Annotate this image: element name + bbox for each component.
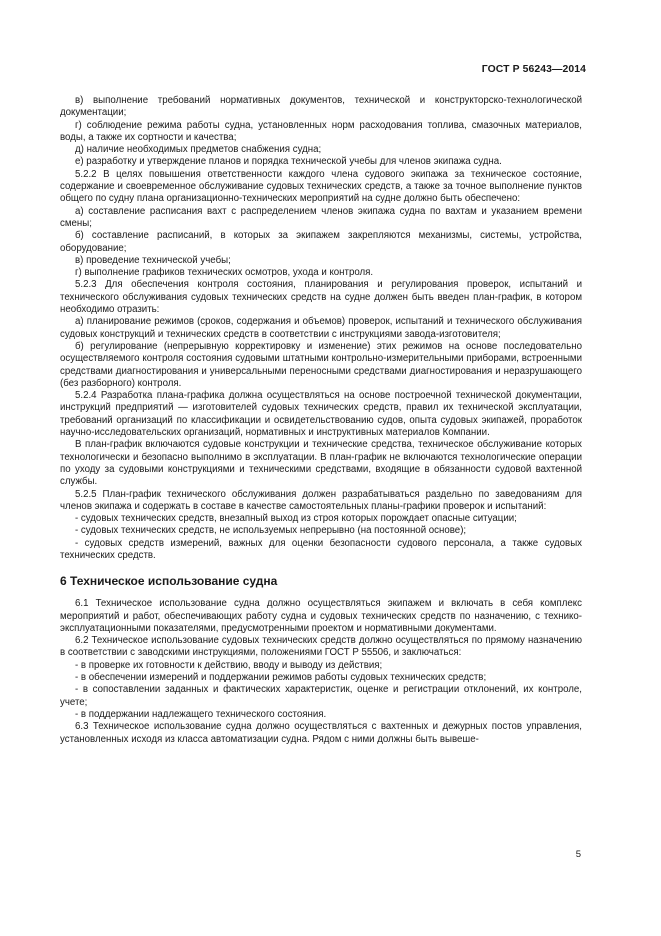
paragraph: г) выполнение графиков технических осмотров, ухода и контроля. bbox=[75, 267, 374, 279]
paragraph: - в проверке их готовности к действию, вводу и выводу из действия; bbox=[75, 659, 383, 671]
paragraph: - в обеспечении измерений и поддержании режимов работы судовых технических средств; bbox=[75, 672, 487, 684]
paragraph: б) составление расписаний, в которых за экипажем закрепляются механизмы, системы, устройства, оборудование; bbox=[60, 230, 582, 254]
paragraph: 5.2.3 Для обеспечения контроля состояния, планирования и регулирования проверок, испытаний и технического обслуживания судовых технических средств на судне должен быть введен план-график, в котором необходимо отразить: bbox=[60, 279, 582, 316]
paragraph: - судовых технических средств, не используемых непрерывно (на постоянной основе); bbox=[75, 525, 467, 537]
paragraph: в) выполнение требований нормативных документов, технической и конструкторско-технологической документации; bbox=[60, 95, 582, 119]
page-number: 5 bbox=[575, 849, 581, 860]
section-heading: 6 Техническое использование судна bbox=[60, 574, 278, 589]
paragraph: в) проведение технической учебы; bbox=[75, 254, 231, 266]
paragraph: 5.2.2 В целях повышения ответственности каждого члена судового экипажа за техническое состояние, содержание и своевременное обслуживание судовых технических средств, а также за точное выполнение пунктов общего по судну плана организационно-технических мероприятий на судне должно быть обеспечено: bbox=[60, 168, 582, 205]
paragraph: д) наличие необходимых предметов снабжения судна; bbox=[75, 144, 322, 156]
paragraph: 6.1 Техническое использование судна должно осуществляться экипажем и включать в себя комплекс мероприятий и работ, обеспечивающих работу судна и судовых технических средств по назначению, с технико-эксплуатационными показателями, предусмотренными проектом и нормативными документами. bbox=[60, 598, 582, 634]
paragraph: 5.2.4 Разработка плана-графика должна осуществляться на основе построечной технической документации, инструкций предприятий — изготовителей судовых технических средств, правил их технической эксплуатации, требований организаций по классификации и освидетельствованию судов, опыта судовых экипажей, проработок научно-исследовательских организаций, нормативных и инструктивных материалов Компании. bbox=[60, 390, 582, 439]
paragraph: г) соблюдение режима работы судна, установленных норм расходования топлива, смазочных материалов, воды, а также их сортности и качества; bbox=[60, 119, 582, 143]
paragraph: е) разработку и утверждение планов и порядка технической учебы для членов экипажа судна. bbox=[75, 156, 502, 168]
paragraph: 6.2 Техническое использование судовых технических средств должно осуществляться по прямому назначению в соответствии с заводскими инструкциями, положениями ГОСТ Р 55506, и заключаться: bbox=[60, 635, 582, 659]
paragraph: 6.3 Техническое использование судна должно осуществляться с вахтенных и дежурных постов управления, установленных исходя из класса автоматизации судна. Рядом с ними должны быть вывеше- bbox=[60, 721, 582, 745]
document-header: ГОСТ Р 56243—2014 bbox=[481, 64, 586, 75]
paragraph: - в поддержании надлежащего технического состояния. bbox=[75, 708, 327, 720]
document-body bbox=[60, 95, 582, 746]
paragraph: В план-график включаются судовые конструкции и технические средства, техническое обслуживание которых технологически и безопасно выполнимо в эксплуатации. В план-график не включаются технологические операции по уходу за судовыми конструкциями и техническими средствами, входящие в обязанности судовой вахтенной службы. bbox=[60, 439, 582, 488]
paragraph: - в сопоставлении заданных и фактических характеристик, оценке и регистрации отклонений, их контроле, учете; bbox=[60, 684, 582, 708]
paragraph: 5.2.5 План-график технического обслуживания должен разрабатываться раздельно по заведованиям для членов экипажа и содержать в составе в качестве самостоятельных планы-графики проверок и испытаний: bbox=[60, 488, 582, 512]
paragraph: а) составление расписания вахт с распределением членов экипажа судна по вахтам и указанием времени смены; bbox=[60, 205, 582, 229]
paragraph: б) регулирование (непрерывную корректировку и изменение) этих режимов на основе последовательно осуществляемого контроля состояния судовыми штатными контрольно-измерительными приборами, встроенными средствами диагностирования и универсальными переносными средствами диагностирования и неразрушающего (без разборного) контроля. bbox=[60, 340, 582, 389]
paragraph: а) планирование режимов (сроков, содержания и объемов) проверок, испытаний и технического обслуживания судовых конструкций и технических средств в соответствии с инструкциями завода-изготовителя; bbox=[60, 316, 582, 340]
paragraph: - судовых технических средств, внезапный выход из строя которых порождает опасные ситуации; bbox=[75, 513, 517, 525]
paragraph: - судовых средств измерений, важных для оценки безопасности судового персонала, а также судовых технических средств. bbox=[60, 537, 582, 561]
